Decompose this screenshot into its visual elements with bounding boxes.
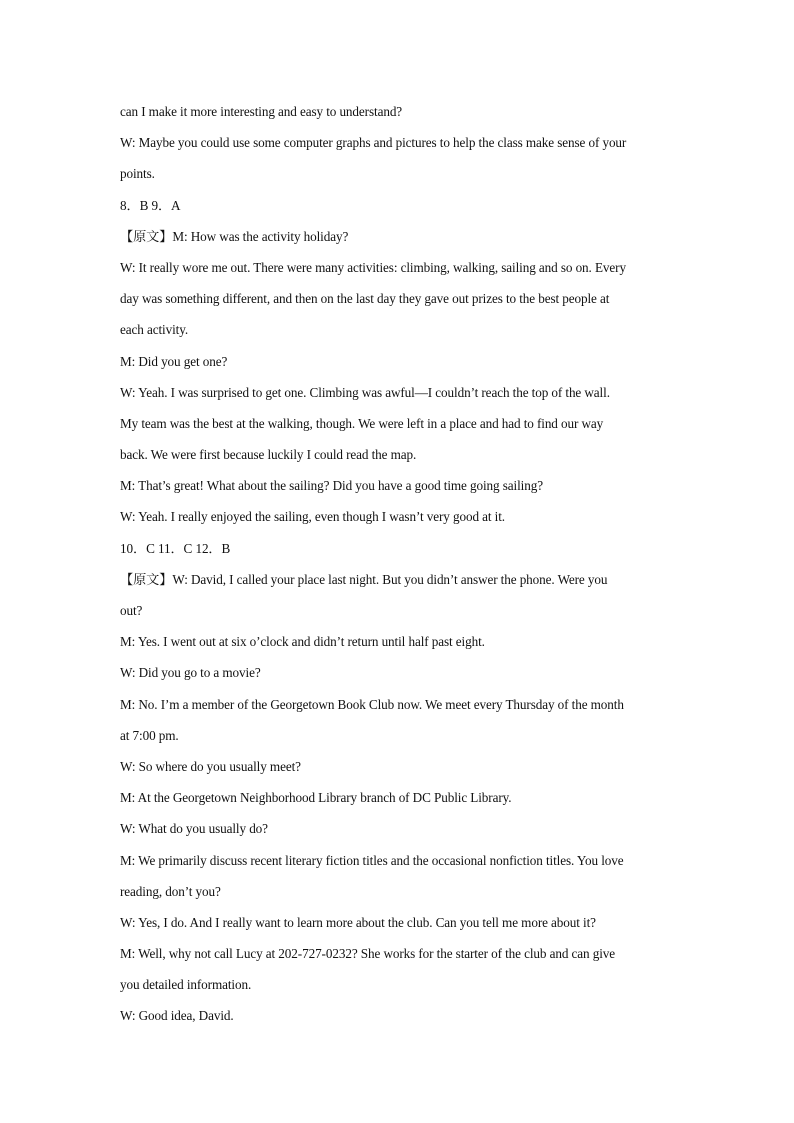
answer-line: 10．C 11．C 12．B bbox=[120, 540, 231, 556]
text-line: M: Did you get one? bbox=[120, 353, 228, 369]
text-line: M: Well, why not call Lucy at 202-727-0232? She works for the starter of the club and can give bbox=[120, 946, 616, 962]
transcript-heading-line: 【原文】M: How was the activity holiday? bbox=[120, 228, 349, 244]
text-line: M: That’s great! What about the sailing? Did you have a good time going sailing? bbox=[120, 478, 543, 494]
text-line: points. bbox=[120, 166, 155, 182]
text-line: each activity. bbox=[120, 322, 189, 338]
document-body bbox=[120, 102, 680, 1038]
text-line: W: Good idea, David. bbox=[120, 1008, 234, 1024]
text-line: W: Yeah. I was surprised to get one. Climbing was awful—I couldn’t reach the top of the wall. bbox=[120, 384, 610, 400]
text-line: M: We primarily discuss recent literary fiction titles and the occasional nonfiction titles. You love bbox=[120, 852, 624, 868]
text-line: W: Maybe you could use some computer graphs and pictures to help the class make sense of your bbox=[120, 135, 627, 151]
text-line: W: Yes, I do. And I really want to learn more about the club. Can you tell me more about it? bbox=[120, 914, 596, 930]
text-line: M: No. I’m a member of the Georgetown Book Club now. We meet every Thursday of the month bbox=[120, 696, 624, 712]
text-line: M: Yes. I went out at six o’clock and didn’t return until half past eight. bbox=[120, 634, 485, 650]
text-line: W: So where do you usually meet? bbox=[120, 758, 301, 774]
text-line: reading, don’t you? bbox=[120, 883, 221, 899]
text-line: W: Did you go to a movie? bbox=[120, 665, 261, 681]
text-line: out? bbox=[120, 603, 143, 618]
text-line: W: What do you usually do? bbox=[120, 821, 268, 837]
text-line: can I make it more interesting and easy to understand? bbox=[120, 104, 403, 119]
text-line: W: Yeah. I really enjoyed the sailing, even though I wasn’t very good at it. bbox=[120, 509, 506, 525]
text-line: M: At the Georgetown Neighborhood Library branch of DC Public Library. bbox=[120, 790, 512, 806]
text-line: W: It really wore me out. There were many activities: climbing, walking, sailing and so on. Every bbox=[120, 259, 626, 275]
answer-line: 8．B 9．A bbox=[120, 197, 181, 213]
transcript-heading-line: 【原文】W: David, I called your place last night. But you didn’t answer the phone. Were you bbox=[120, 571, 608, 587]
text-line: you detailed information. bbox=[120, 977, 252, 993]
text-line: back. We were first because luckily I could read the map. bbox=[120, 447, 417, 463]
text-line: My team was the best at the walking, though. We were left in a place and had to find our way bbox=[120, 415, 604, 431]
text-line: day was something different, and then on the last day they gave out prizes to the best people at bbox=[120, 291, 610, 307]
text-line: at 7:00 pm. bbox=[120, 727, 179, 743]
